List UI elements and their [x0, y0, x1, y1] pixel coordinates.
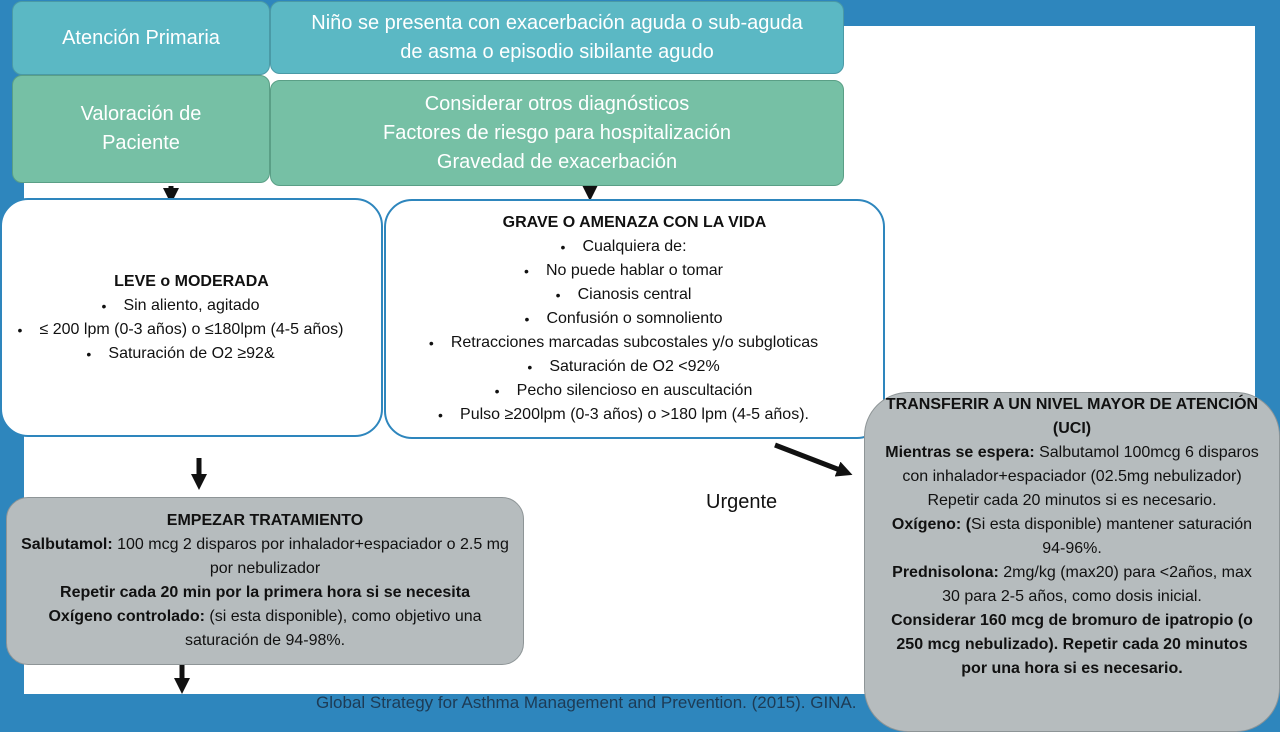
mild-moderate-box: [0, 198, 383, 437]
mild-criterion: • Saturación de O2 ≥92&: [28, 342, 355, 366]
assessment-line-1: Valoración de: [80, 103, 202, 125]
severe-criterion: • Cianosis central: [400, 283, 869, 307]
severe-criterion: • Cualquiera de:: [400, 235, 869, 259]
arrow-to-transfer: [775, 445, 845, 472]
transfer-oxygen-text: Si esta disponible) mantener saturación 94-96%.: [971, 516, 1253, 557]
transfer-waiting-text: Salbutamol 100mcg 6 disparos con inhalador+espaciador (02.5mg nebulizador) Repetir cada 20 minutos si es necesario.: [902, 444, 1259, 509]
presentation-line-2: de asma o episodio sibilante agudo: [400, 40, 714, 63]
treatment-salbutamol-text: 100 mcg 2 disparos por inhalador+espaciador o 2.5 mg por nebulizador: [112, 536, 509, 577]
mild-criterion: • Sin aliento, agitado: [28, 294, 355, 318]
mild-title: LEVE o MODERADA: [114, 272, 269, 290]
assessment-box: [12, 75, 270, 183]
consider-line-1: Considerar otros diagnósticos: [424, 92, 690, 115]
treatment-box: [6, 497, 524, 665]
transfer-waiting-label: Mientras se espera:: [885, 444, 1035, 461]
treatment-oxygen-text: (si esta disponible), como objetivo una saturación de 94-98%.: [184, 608, 482, 649]
treatment-oxygen: [17, 605, 513, 653]
consider-box: [270, 80, 844, 186]
severe-criterion: • Retracciones marcadas subcostales y/o subgloticas: [400, 331, 869, 355]
consider-line-3: Gravedad de exacerbación: [436, 150, 678, 173]
severe-criterion: • Pulso ≥200lpm (0-3 años) o >180 lpm (4-5 años).: [400, 403, 869, 427]
transfer-oxygen-label: Oxígeno: (: [891, 516, 972, 533]
severe-criterion: • Saturación de O2 <92%: [400, 355, 869, 379]
presentation-line-1: Niño se presenta con exacerbación aguda o sub-aguda: [311, 11, 803, 34]
transfer-pred-text: 2mg/kg (max20) para <2años, max 30 para 2-5 años, como dosis inicial.: [942, 564, 1252, 605]
treatment-repeat: Repetir cada 20 min por la primera hora si se necesita: [60, 584, 470, 601]
transfer-box: [864, 392, 1280, 732]
transfer-title: TRANSFERIR A UN NIVEL MAYOR DE ATENCIÓN (UCI): [885, 396, 1259, 437]
primary-care-box: [12, 1, 270, 75]
urgent-label: Urgente: [706, 491, 778, 513]
transfer-waiting: [885, 441, 1259, 513]
mild-criterion: • ≤ 200 lpm (0-3 años) o ≤180lpm (4-5 años): [28, 318, 355, 342]
consider-line-2: Factores de riesgo para hospitalización: [383, 121, 731, 144]
treatment-oxygen-label: Oxígeno controlado:: [48, 608, 205, 625]
transfer-prednisolone: [885, 561, 1259, 609]
treatment-salbutamol-label: Salbutamol:: [21, 536, 113, 553]
primary-care-label: Atención Primaria: [62, 26, 220, 49]
transfer-oxygen: [885, 513, 1259, 561]
transfer-pred-label: Prednisolona:: [892, 564, 999, 581]
mild-criteria-list: [28, 294, 355, 366]
severe-title: GRAVE O AMENAZA CON LA VIDA: [502, 214, 767, 231]
severe-box: [384, 199, 885, 439]
presentation-box: [270, 1, 844, 74]
severe-criterion: • Pecho silencioso en auscultación: [400, 379, 869, 403]
severe-criterion: • Confusión o somnoliento: [400, 307, 869, 331]
citation-footer: Global Strategy for Asthma Management and Prevention. (2015). GINA.: [316, 693, 857, 712]
severe-criteria-list: [400, 235, 869, 427]
treatment-title: EMPEZAR TRATAMIENTO: [166, 512, 364, 529]
severe-criterion: • No puede hablar o tomar: [400, 259, 869, 283]
treatment-salbutamol: [17, 533, 513, 581]
assessment-line-2: Paciente: [102, 132, 180, 154]
transfer-ipratropium: Considerar 160 mcg de bromuro de ipatropio (o 250 mcg nebulizado). Repetir cada 20 minutos por una hora si es necesario.: [891, 612, 1253, 677]
